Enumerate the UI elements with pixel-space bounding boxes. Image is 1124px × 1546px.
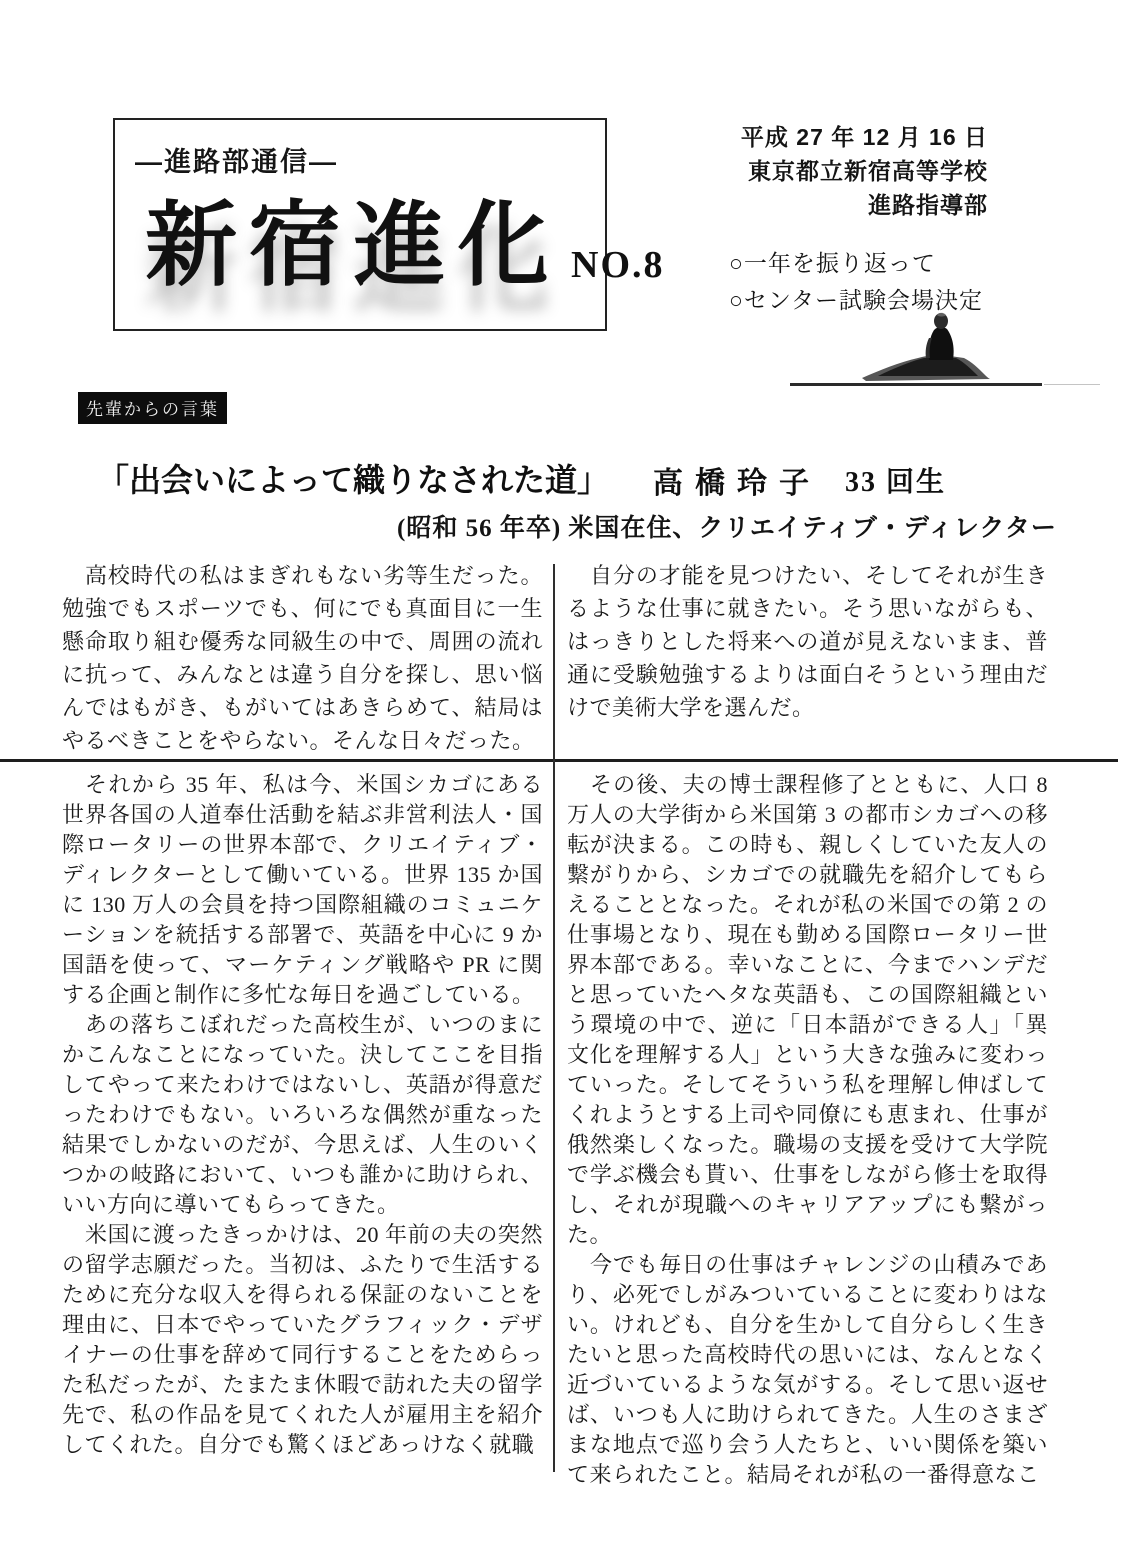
body-column-left-intro bbox=[62, 559, 543, 757]
article-subtitle: (昭和 56 年卒) 米国在住、クリエイティブ・ディレクター bbox=[397, 515, 1057, 542]
masthead-box bbox=[113, 118, 665, 331]
department-name: 進路指導部 bbox=[868, 192, 988, 218]
ground-line bbox=[790, 383, 1042, 386]
body-column-left-main bbox=[62, 770, 543, 1460]
toc-item: ○一年を振り返って bbox=[729, 250, 936, 276]
contents-list bbox=[729, 245, 983, 319]
author-name: 高橋玲子 bbox=[653, 467, 821, 500]
article-paragraph: それから 35 年、私は今、米国シカゴにある世界各国の人道奉仕活動を結ぶ非営利法人・国際ロータリーの世界本部で、クリエイティブ・ディレクターとして働いている。世界 135 か国に 130 万人の会員を持つ国際組織のコミュニケーションを統括する部署で、英語を中心に 9 か国語を使って、マーケティング戦略や PR に関する企画と制作に多忙な毎日を過ごしている。 bbox=[62, 772, 543, 1007]
section-rule bbox=[0, 759, 1118, 762]
publish-date: 平成 27 年 12 月 16 日 bbox=[740, 124, 988, 150]
author-cohort: 33 回生 bbox=[845, 467, 947, 498]
article-paragraph: その後、夫の博士課程修了とともに、人口 8 万人の大学街から米国第 3 の都市シカゴへの移転が決まる。この時も、親しくしていた友人の繋がりから、シカゴでの就職先を紹介してもらえることとなった。それが私の米国での第 2 の仕事場となり、現在も勤める国際ロータリー世界本部である。幸いなことに、今までハンデだと思っていたヘタな英語も、この国際組織という環境の中で、逆に「日本語ができる人」「異文化を理解する人」という大きな強みに変わっていった。そしてそういう私を理解し伸ばしてくれようとする上司や同僚にも恵まれ、仕事が俄然楽しくなった。職場の支援を受けて大学院で学ぶ機会も貰い、仕事をしながら修士を取得し、それが現職へのキャリアアップにも繋がった。 bbox=[567, 772, 1048, 1247]
article-paragraph: 高校時代の私はまぎれもない劣等生だった。勉強でもスポーツでも、何にでも真面目に一生懸命取り組む優秀な同級生の中で、周囲の流れに抗って、みんなとは違う自分を探し、思い悩んではもがき、もがいてはあきらめて、結局はやるべきことをやらない。そんな日々だった。 bbox=[62, 563, 543, 753]
seated-figure-icon bbox=[860, 312, 1060, 388]
school-name: 東京都立新宿高等学校 bbox=[748, 158, 988, 184]
newsletter-title-row bbox=[145, 196, 665, 297]
ground-line-faint-tail bbox=[1044, 384, 1100, 385]
newsletter-title: 新宿進化 bbox=[145, 195, 562, 297]
body-column-right-intro bbox=[567, 559, 1048, 724]
article-paragraph: 今でも毎日の仕事はチャレンジの山積みであり、必死でしがみついていることに変わりはない。けれども、自分を生かして自分らしく生きたいと思った高校時代の思いには、なんとなく近づいているような気がする。そして思い返せば、いつも人に助けられてきた。人生のさまざまな地点で巡り会う人たちと、いい関係を築いて来られたこと。結局それが私の一番得意なこ bbox=[567, 1252, 1048, 1487]
body-column-right-main bbox=[567, 770, 1048, 1490]
newsletter-kicker: ―進路部通信― bbox=[135, 147, 338, 177]
issue-number: NO.8 bbox=[571, 244, 665, 286]
article-paragraph: 米国に渡ったきっかけは、20 年前の夫の突然の留学志願だった。当初は、ふたりで生活するために充分な収入を得られる保証のないことを理由に、日本でやっていたグラフィック・デザイナーの仕事を辞めて同行することをためらった私だったが、たまたま休暇で訪れた夫の留学先で、私の作品を見てくれた人が雇用主を紹介してくれた。自分でも驚くほどあっけなく就職 bbox=[62, 1222, 543, 1457]
section-badge: 先輩からの言葉 bbox=[78, 392, 227, 424]
seated-figure-illustration bbox=[860, 312, 1060, 388]
article-paragraph: あの落ちこぼれだった高校生が、いつのまにかこんなことになっていた。決してここを目指してやって来たわけではないし、英語が得意だったわけでもない。いろいろな偶然が重なった結果でしかないのだが、今思えば、人生のいくつかの岐路において、いつも誰かに助けられ、いい方向に導いてもらってきた。 bbox=[62, 1012, 543, 1217]
toc-item: ○センター試験会場決定 bbox=[729, 287, 983, 313]
header-info-block bbox=[741, 120, 988, 222]
article-headline: 「出会いによって織りなされた道」 bbox=[97, 462, 610, 498]
column-divider bbox=[553, 564, 555, 1472]
article-paragraph: 自分の才能を見つけたい、そしてそれが生きるような仕事に就きたい。そう思いながらも、はっきりとした将来への道が見えないまま、普通に受験勉強するよりは面白そうという理由だけで美術大学を選んだ。 bbox=[567, 563, 1048, 720]
